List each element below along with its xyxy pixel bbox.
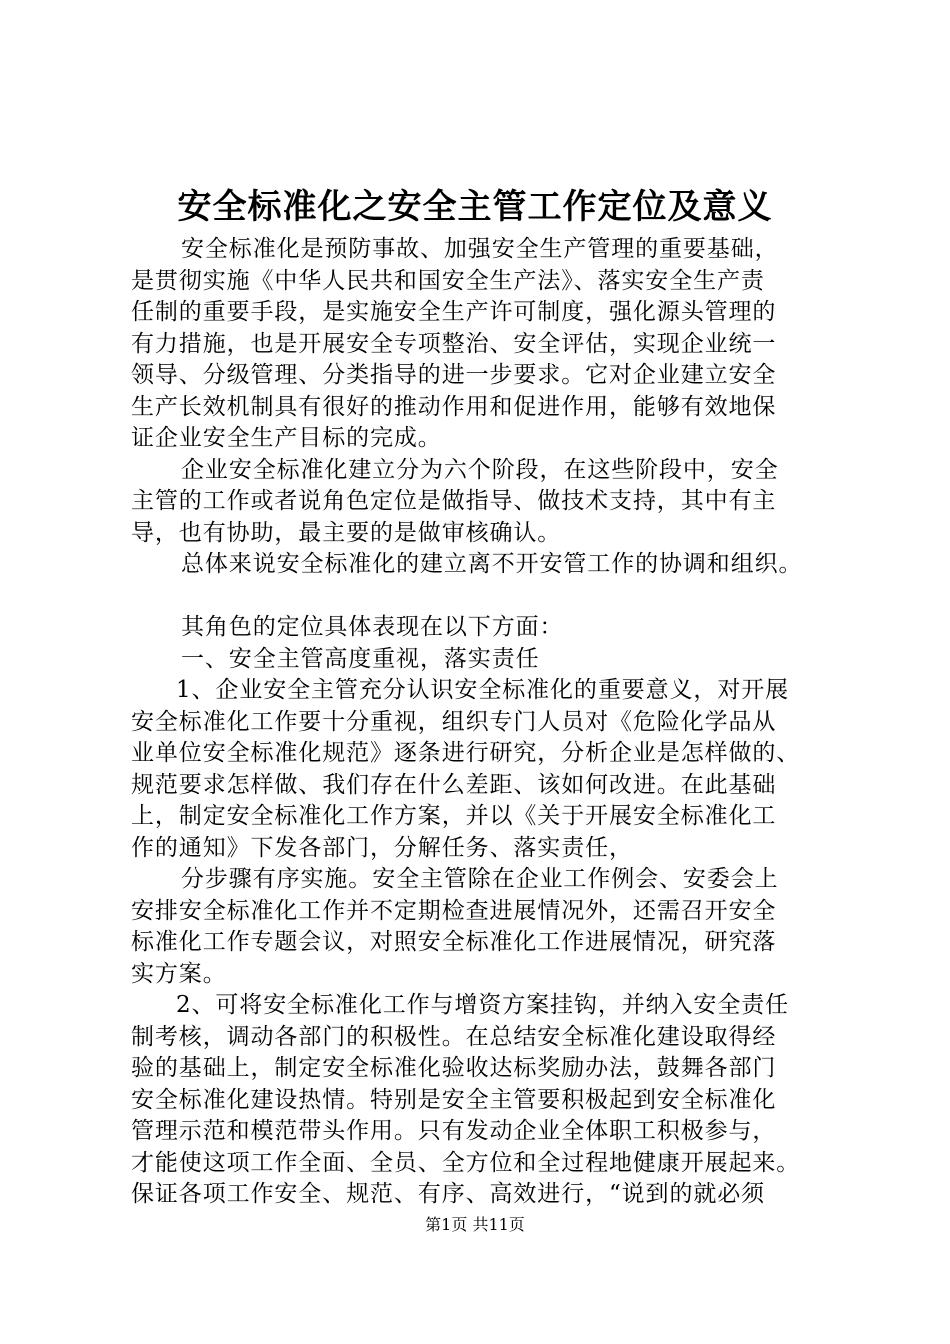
paragraph-line: 规范要求怎样做、我们存在什么差距、该如何改进。在此基础 <box>131 771 777 798</box>
paragraph-line: 证企业安全生产目标的完成。 <box>131 425 442 451</box>
paragraph-line: 标准化工作专题会议，对照安全标准化工作进展情况，研究落 <box>131 929 777 955</box>
paragraph-line: 实方案。 <box>131 960 227 987</box>
blank-line <box>131 581 831 613</box>
document-title: 安全标准化之安全主管工作定位及意义 <box>177 187 773 227</box>
paragraph-line: 任制的重要手段，是实施安全生产许可制度，强化源头管理的 <box>131 299 777 325</box>
paragraph-line: 企业安全标准化建立分为六个阶段，在这些阶段中，安全 <box>181 456 779 483</box>
page-number-footer: 第1页 共11页 <box>425 1215 525 1234</box>
paragraph-line: 才能使这项工作全面、全员、全方位和全过程地健康开展起来。 <box>131 1149 801 1176</box>
paragraph-line: 是贯彻实施《中华人民共和国安全生产法》、落实安全生产责 <box>131 267 765 294</box>
document-body <box>131 234 831 1211</box>
paragraph-line: 安全标准化工作要十分重视，组织专门人员对《危险化学品从 <box>131 708 777 735</box>
paragraph-line: 1、企业安全主管充分认识安全标准化的重要意义，对开展 <box>176 677 790 703</box>
paragraph-line: 主管的工作或者说角色定位是做指导、做技术支持，其中有主 <box>131 488 777 514</box>
paragraph-line: 安全标准化是预防事故、加强安全生产管理的重要基础， <box>181 236 779 262</box>
paragraph-line: 验的基础上，制定安全标准化验收达标奖励办法，鼓舞各部门 <box>131 1055 777 1081</box>
paragraph-line: 制考核，调动各部门的积极性。在总结安全标准化建设取得经 <box>131 1023 777 1050</box>
section-heading: 一、安全主管高度重视，落实责任 <box>181 645 540 672</box>
paragraph-line: 业单位安全标准化规范》逐条进行研究，分析企业是怎样做的、 <box>131 740 801 766</box>
paragraph-line: 上，制定安全标准化工作方案，并以《关于开展安全标准化工 <box>131 803 777 829</box>
paragraph-line: 领导、分级管理、分类指导的进一步要求。它对企业建立安全 <box>131 362 777 388</box>
paragraph-line: 作的通知》下发各部门，分解任务、落实责任， <box>131 834 633 861</box>
paragraph-line: 保证各项工作安全、规范、有序、高效进行，“说到的就必须 <box>131 1181 766 1207</box>
paragraph-line: 总体来说安全标准化的建立离不开安管工作的协调和组织。 <box>181 551 803 577</box>
paragraph-line: 导，也有协助，最主要的是做审核确认。 <box>131 519 562 546</box>
paragraph-line: 生产长效机制具有很好的推动作用和促进作用，能够有效地保 <box>131 393 777 420</box>
paragraph-line: 安全标准化建设热情。特别是安全主管要积极起到安全标准化 <box>131 1086 777 1113</box>
paragraph-line: 安排安全标准化工作并不定期检查进展情况外，还需召开安全 <box>131 897 777 924</box>
paragraph-line: 管理示范和模范带头作用。只有发动企业全体职工积极参与， <box>131 1118 777 1144</box>
paragraph-line: 2、可将安全标准化工作与增资方案挂钩，并纳入安全责任 <box>176 992 790 1018</box>
paragraph-line: 其角色的定位具体表现在以下方面： <box>181 614 564 640</box>
paragraph-line: 分步骤有序实施。安全主管除在企业工作例会、安委会上 <box>181 866 779 892</box>
paragraph-line: 有力措施，也是开展安全专项整治、安全评估，实现企业统一 <box>131 330 777 357</box>
